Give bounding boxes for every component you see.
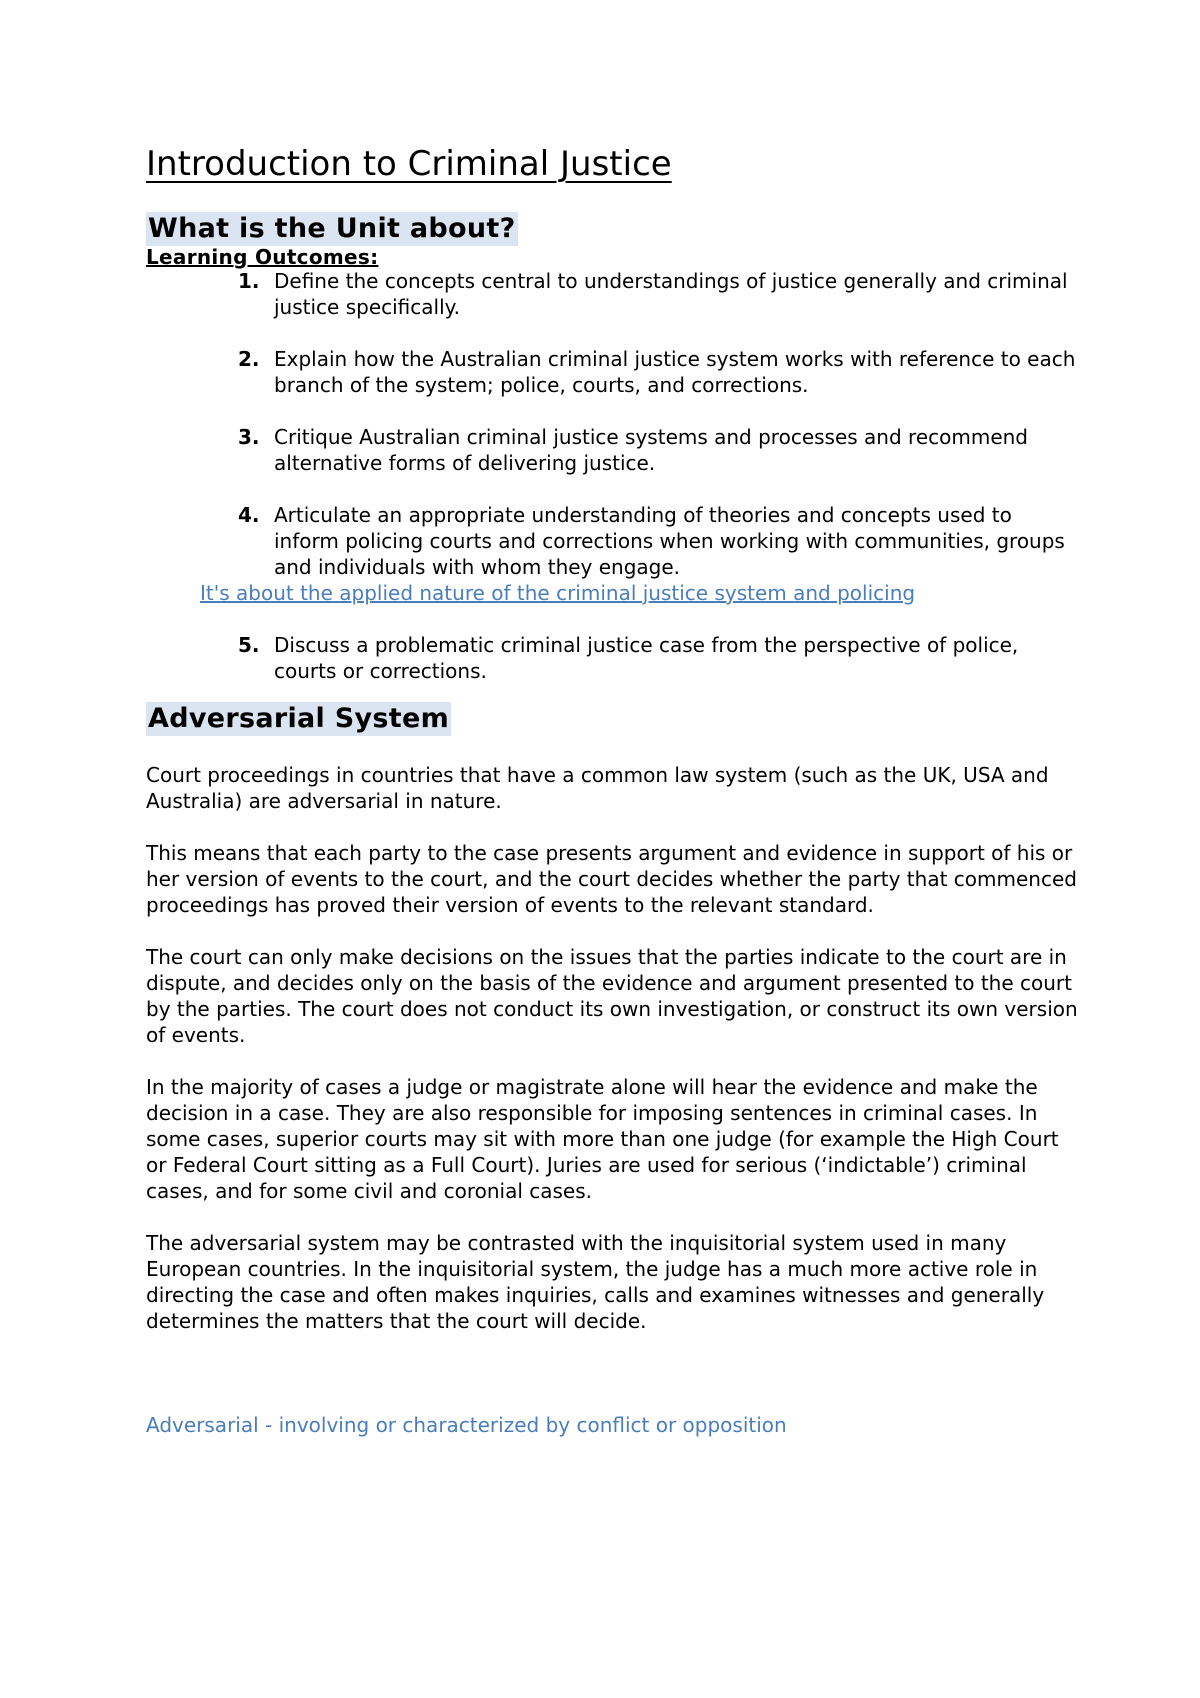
list-gap — [146, 320, 1080, 346]
list-item-text: Articulate an appropriate understanding of theories and concepts used to inform policing courts and corrections when working with communities, groups and individuals with whom they engage. — [274, 503, 1065, 579]
list-item — [146, 632, 1080, 684]
heading-unit-about: What is the Unit about? — [148, 213, 516, 244]
list-number: 2. — [238, 347, 260, 371]
paragraph: The adversarial system may be contrasted with the inquisitorial system used in many European countries. In the inquisitorial system, the judge has a much more active role in directing the case and often makes inquiries, calls and examines witnesses and generally determines the matters that the court will decide. — [146, 1231, 1045, 1333]
list-item — [146, 424, 1080, 476]
document-title: Introduction to Criminal Justice — [146, 144, 672, 184]
learning-outcomes-list — [146, 268, 1080, 580]
list-number: 3. — [238, 425, 260, 449]
section-heading-adversarial — [146, 702, 1080, 736]
list-item-text: Discuss a problematic criminal justice case from the perspective of police, courts or corrections. — [274, 633, 1019, 683]
paragraph: The court can only make decisions on the issues that the parties indicate to the court are in dispute, and decides only on the basis of the evidence and argument presented to the court by the parties. The court does not conduct its own investigation, or construct its own version of events. — [146, 945, 1078, 1047]
list-number: 5. — [238, 633, 260, 657]
paragraph: This means that each party to the case presents argument and evidence in support of his or her version of events to the court, and the court decides whether the party that commenced proceedings has proved their version of events to the relevant standard. — [146, 841, 1077, 917]
list-gap — [146, 476, 1080, 502]
applied-nature-link[interactable]: It's about the applied nature of the criminal justice system and policing — [200, 581, 916, 605]
list-item — [146, 346, 1080, 398]
section-heading-unit — [146, 212, 1080, 246]
paragraph: Court proceedings in countries that have a common law system (such as the UK, USA and Australia) are adversarial in nature. — [146, 763, 1049, 813]
heading-adversarial-system: Adversarial System — [148, 703, 450, 734]
list-gap — [146, 398, 1080, 424]
learning-outcomes-subheading: Learning Outcomes: — [146, 245, 379, 269]
list-item-text: Critique Australian criminal justice systems and processes and recommend alternative forms of delivering justice. — [274, 425, 1028, 475]
list-item-text: Explain how the Australian criminal justice system works with reference to each branch of the system; police, courts, and corrections. — [274, 347, 1076, 397]
list-item — [146, 268, 1080, 320]
adversarial-definition: Adversarial - involving or characterized by conflict or opposition — [146, 1413, 787, 1437]
list-item — [146, 502, 1080, 580]
list-item-text: Define the concepts central to understandings of justice generally and criminal justice specifically. — [274, 269, 1068, 319]
paragraph: In the majority of cases a judge or magistrate alone will hear the evidence and make the decision in a case. They are also responsible for imposing sentences in criminal cases. In some cases, superior courts may sit with more than one judge (for example the High Court or Federal Court sitting as a Full Court). Juries are used for serious (‘indictable’) criminal cases, and for some civil and coronial cases. — [146, 1075, 1059, 1203]
list-number: 1. — [238, 269, 260, 293]
learning-outcomes-list-continued — [146, 632, 1080, 684]
list-number: 4. — [238, 503, 260, 527]
